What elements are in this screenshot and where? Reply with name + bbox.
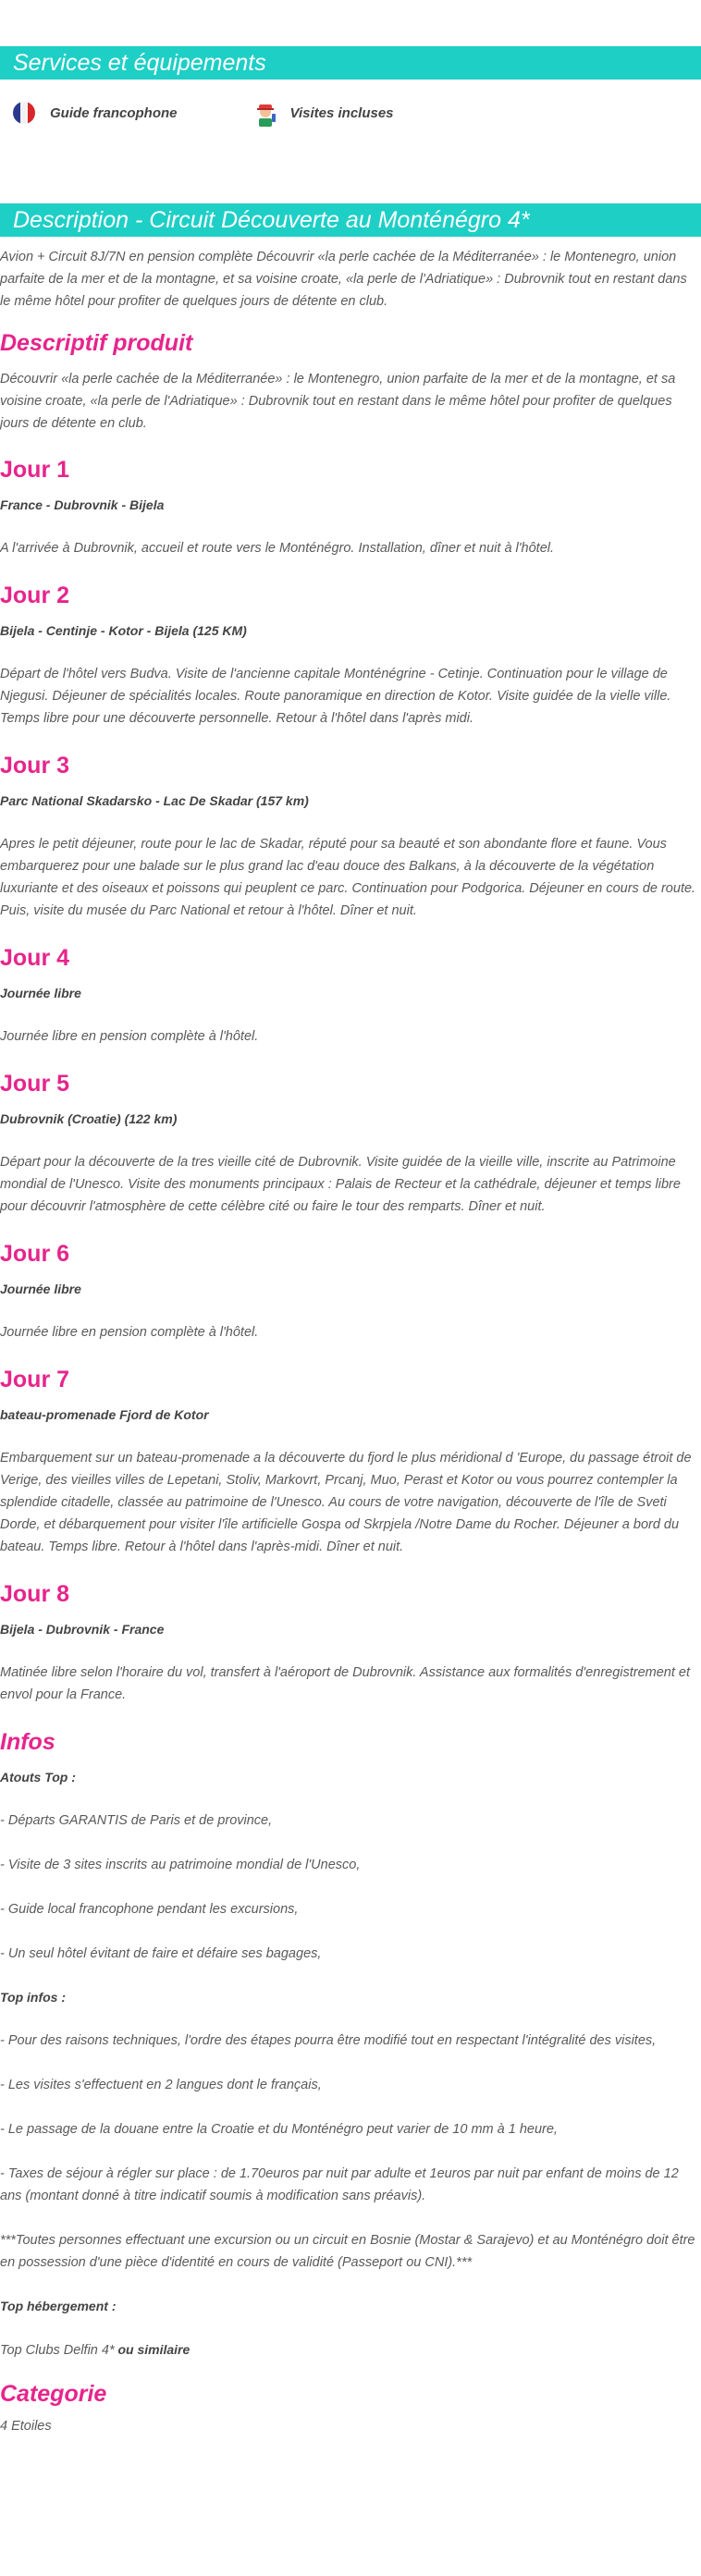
jour-title: Jour 7 [0, 1367, 70, 1392]
atout-item: - Un seul hôtel évitant de faire et défaire ses bagages, [0, 1946, 322, 1961]
guide-person-icon [252, 100, 277, 126]
jour-text: A l'arrivée à Dubrovnik, accueil et route vers le Monténégro. Installation, dîner et nuit à l'hôtel. [0, 541, 555, 556]
jour-title: Jour 8 [0, 1581, 70, 1607]
jour-text: Départ de l'hôtel vers Budva. Visite de l'ancienne capitale Monténégrine - Cetinje. Continuation pour le village de Njegusi. Déjeuner de spécialités locales. Route panoramique en direction de Kotor. Visite guidée de la vielle ville. Temps libre pour une découverte personnelle. Retour à l'hôtel dans l'après midi. [0, 667, 671, 726]
jour-title: Jour 2 [0, 583, 70, 608]
service-guide-francophone [11, 100, 178, 126]
jour-section [0, 580, 701, 730]
jour-section [0, 1068, 701, 1218]
jour-title: Jour 1 [0, 457, 70, 483]
hotel-suffix: ou similaire [114, 2342, 191, 2357]
jour-text: Apres le petit déjeuner, route pour le lac de Skadar, réputé pour sa beauté et son abondante flore et faune. Vous embarquerez pour une balade sur le plus grand lac d'eau douce des Balkans, à la découverte de la végétation luxuriante et des oiseaux et poissons qui peuplent ce parc. Continuation pour Podgorica. Déjeuner en cours de route. Puis, visite du musée du Parc National et retour à l'hôtel. Dîner et nuit. [0, 837, 696, 918]
top-info-item: - Les visites s'effectuent en 2 langues dont le français, [0, 2078, 322, 2092]
jour-subtitle: Bijela - Centinje - Kotor - Bijela (125 KM) [0, 623, 247, 638]
jour-section [0, 942, 701, 1048]
jour-subtitle: bateau-promenade Fjord de Kotor [0, 1407, 209, 1422]
services-banner [0, 46, 701, 80]
descriptif-section [0, 327, 701, 435]
atout-item: - Visite de 3 sites inscrits au patrimoine mondial de l'Unesco, [0, 1858, 361, 1872]
jour-title: Jour 3 [0, 753, 70, 779]
infos-section [0, 1726, 701, 2361]
services-list [0, 92, 701, 133]
descriptif-text: Découvrir «la perle cachée de la Méditerranée» : le Montenegro, union parfaite de la mer et de la montagne, et sa voisine croate, «la perle de l'Adriatique» : Dubrovnik tout en restant dans le même hôtel pour profiter de quelques jours de détente en club. [0, 372, 676, 431]
jour-section [0, 1578, 701, 1706]
atout-item: - Guide local francophone pendant les excursions, [0, 1902, 299, 1917]
top-info-item: - Taxes de séjour à régler sur place : de 1.70euros par nuit par adulte et 1euros par nuit par enfant de moins de 12 ans (montant donné à titre indicatif soumis à modification sans préavis). [0, 2166, 679, 2203]
jour-subtitle: Parc National Skadarsko - Lac De Skadar (157 km) [0, 793, 309, 808]
jour-subtitle: Journée libre [0, 1282, 81, 1296]
jour-title: Jour 4 [0, 945, 70, 971]
jour-subtitle: France - Dubrovnik - Bijela [0, 497, 165, 512]
service-label: Guide francophone [50, 104, 178, 121]
hebergement-text [0, 2338, 701, 2361]
service-visites-incluses [252, 100, 394, 126]
jour-section [0, 454, 701, 559]
jour-subtitle: Bijela - Dubrovnik - France [0, 1622, 165, 1637]
jour-text: Journée libre en pension complète à l'hôtel. [0, 1325, 259, 1340]
description-intro-wrap [0, 246, 701, 313]
atouts-title: Atouts Top : [0, 1770, 76, 1785]
atout-item: - Départs GARANTIS de Paris et de province, [0, 1813, 273, 1828]
top-info-item: - Le passage de la douane entre la Croatie et du Monténégro peut varier de 10 mm à 1 heure, [0, 2122, 558, 2137]
top-info-item: - Pour des raisons techniques, l'ordre des étapes pourra être modifié tout en respectant l'intégralité des visites, [0, 2033, 657, 2048]
jour-section [0, 1364, 701, 1558]
jour-section [0, 1238, 701, 1343]
categorie-title: Categorie [0, 2381, 107, 2407]
jour-text: Embarquement sur un bateau-promenade a la découverte du fjord le plus méridional d 'Europe, du passage étroit de Verige, des vieilles villes de Lepetani, Stoliv, Markovrt, Prcanj, Muo, Perast et Kotor ou vous pourrez contempler la splendide citadelle, classée au patrimoine de l'Unesco. Au cours de votre navigation, découverte de l'île de Sveti Dorde, et débarquement pour visiter l'île artificielle Gospa od Skrpjela /Notre Dame du Rocher. Déjeuner a bord du bateau. Temps libre. Retour à l'hôtel dans l'après-midi. Dîner et nuit. [0, 1451, 692, 1554]
page [0, 46, 701, 2456]
service-label: Visites incluses [289, 104, 394, 121]
infos-title: Infos [0, 1729, 55, 1755]
jour-title: Jour 5 [0, 1071, 70, 1097]
descriptif-title: Descriptif produit [0, 330, 193, 356]
top-infos-title: Top infos : [0, 1990, 67, 2005]
jour-text: Départ pour la découverte de la tres vieille cité de Dubrovnik. Visite guidée de la vieille ville, inscrite au Patrimoine mondial de l'Unesco. Visite des monuments principaux : Palais de Recteur et la cathédrale, déjeuner et temps libre pour découvrir l'atmosphère de cette célèbre cité ou faire le tour des remparts. Dîner et nuit. [0, 1155, 681, 1214]
description-intro: Avion + Circuit 8J/7N en pension complète Découvrir «la perle cachée de la Méditerranée» : le Montenegro, union parfaite de la mer et de la montagne, et sa voisine croate, «la perle de l'Adriatique» : Dubrovnik tout en restant dans le même hôtel pour profiter de quelques jours de détente en club. [0, 250, 687, 309]
categorie-section [0, 2378, 701, 2437]
description-title: Description - Circuit Découverte au Monténégro 4* [13, 207, 530, 233]
jour-subtitle: Journée libre [0, 986, 81, 1000]
description-banner [0, 203, 701, 237]
jour-title: Jour 6 [0, 1241, 70, 1267]
categorie-value: 4 Etoiles [0, 2419, 52, 2434]
french-flag-icon [11, 100, 37, 126]
services-title: Services et équipements [13, 50, 266, 76]
jour-section [0, 750, 701, 922]
jour-subtitle: Dubrovnik (Croatie) (122 km) [0, 1111, 178, 1126]
hotel-name: Top Clubs Delfin 4* [0, 2343, 115, 2358]
top-info-item: ***Toutes personnes effectuant une excursion ou un circuit en Bosnie (Mostar & Sarajevo) et au Monténégro doit être en possession d'une pièce d'identité en cours de validité (Passeport ou CNI).*** [0, 2233, 695, 2270]
jour-text: Journée libre en pension complète à l'hôtel. [0, 1029, 259, 1044]
jour-text: Matinée libre selon l'horaire du vol, transfert à l'aéroport de Dubrovnik. Assistance aux formalités d'enregistrement et envol pour la France. [0, 1665, 691, 1702]
hebergement-title: Top hébergement : [0, 2299, 117, 2313]
